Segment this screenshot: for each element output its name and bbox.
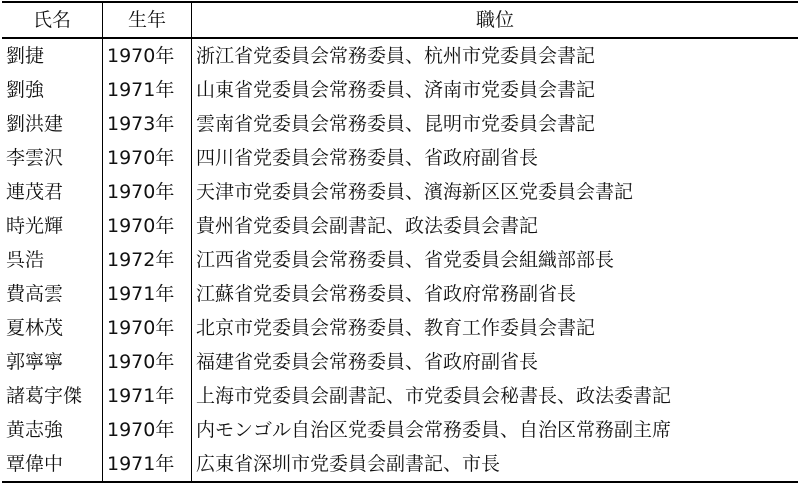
cell-position: 四川省党委員会常務委員、省政府副省長	[192, 141, 799, 175]
table-row	[2, 345, 798, 379]
cell-position: 天津市党委員会常務委員、濱海新区区党委員会書記	[192, 175, 799, 209]
cell-birth-year: 1972年	[103, 243, 192, 277]
cell-birth-year: 1971年	[103, 73, 192, 107]
cell-position: 貴州省党委員会副書記、政法委員会書記	[192, 209, 799, 243]
table-row	[2, 209, 798, 243]
cell-birth-year: 1973年	[103, 107, 192, 141]
cell-name: 郭寧寧	[6, 351, 64, 373]
cell-name: 劉洪建	[6, 113, 64, 135]
cell-position: 広東省深圳市党委員会副書記、市長	[192, 447, 799, 482]
cell-name: 劉強	[6, 79, 45, 101]
cell-position: 江西省党委員会常務委員、省党委員会組織部部長	[192, 243, 799, 277]
table-row	[2, 379, 798, 413]
cell-position: 雲南省党委員会常務委員、昆明市党委員会書記	[192, 107, 799, 141]
cell-name: 劉捷	[6, 45, 45, 67]
table-header	[2, 2, 798, 38]
cell-position: 北京市党委員会常務委員、教育工作委員会書記	[192, 311, 799, 345]
cell-birth-year: 1970年	[103, 38, 192, 73]
cell-birth-year: 1970年	[103, 175, 192, 209]
cell-position: 浙江省党委員会常務委員、杭州市党委員会書記	[192, 38, 799, 73]
cell-birth-year: 1970年	[103, 141, 192, 175]
cell-birth-year: 1970年	[103, 345, 192, 379]
cell-birth-year: 1970年	[103, 209, 192, 243]
cell-position: 山東省党委員会常務委員、済南市党委員会書記	[192, 73, 799, 107]
cell-position: 福建省党委員会常務委員、省政府副省長	[192, 345, 799, 379]
cell-name: 費高雲	[6, 283, 64, 305]
table-row	[2, 277, 798, 311]
cell-name: 呉浩	[6, 249, 45, 271]
cell-birth-year: 1971年	[103, 277, 192, 311]
table-row	[2, 413, 798, 447]
header-birth-year: 生年	[103, 2, 192, 38]
table-row	[2, 38, 798, 73]
cell-name: 覃偉中	[2, 447, 103, 482]
cell-position: 内モンゴル自治区党委員会常務委員、自治区常務副主席	[192, 413, 799, 447]
cell-name: 夏林茂	[6, 317, 64, 339]
cell-name: 連茂君	[6, 181, 64, 203]
cell-name: 諸葛宇傑	[6, 385, 83, 407]
table-row	[2, 311, 798, 345]
officials-table	[2, 1, 798, 483]
table-body	[2, 38, 798, 482]
table-row	[2, 243, 798, 277]
cell-name: 黄志強	[6, 419, 64, 441]
cell-name: 李雲沢	[6, 147, 64, 169]
table-row	[2, 141, 798, 175]
header-name: 氏名	[2, 2, 103, 38]
cell-birth-year: 1971年	[103, 447, 192, 482]
cell-position: 江蘇省党委員会常務委員、省政府常務副省長	[192, 277, 799, 311]
table-row	[2, 175, 798, 209]
cell-birth-year: 1970年	[103, 413, 192, 447]
table-row	[2, 73, 798, 107]
header-position: 職位	[192, 2, 799, 38]
table-row	[2, 107, 798, 141]
header-row	[2, 2, 798, 38]
cell-birth-year: 1971年	[103, 379, 192, 413]
cell-birth-year: 1970年	[103, 311, 192, 345]
cell-position: 上海市党委員会副書記、市党委員会秘書長、政法委書記	[192, 379, 799, 413]
cell-name: 時光輝	[6, 215, 64, 237]
table-row	[2, 447, 798, 482]
